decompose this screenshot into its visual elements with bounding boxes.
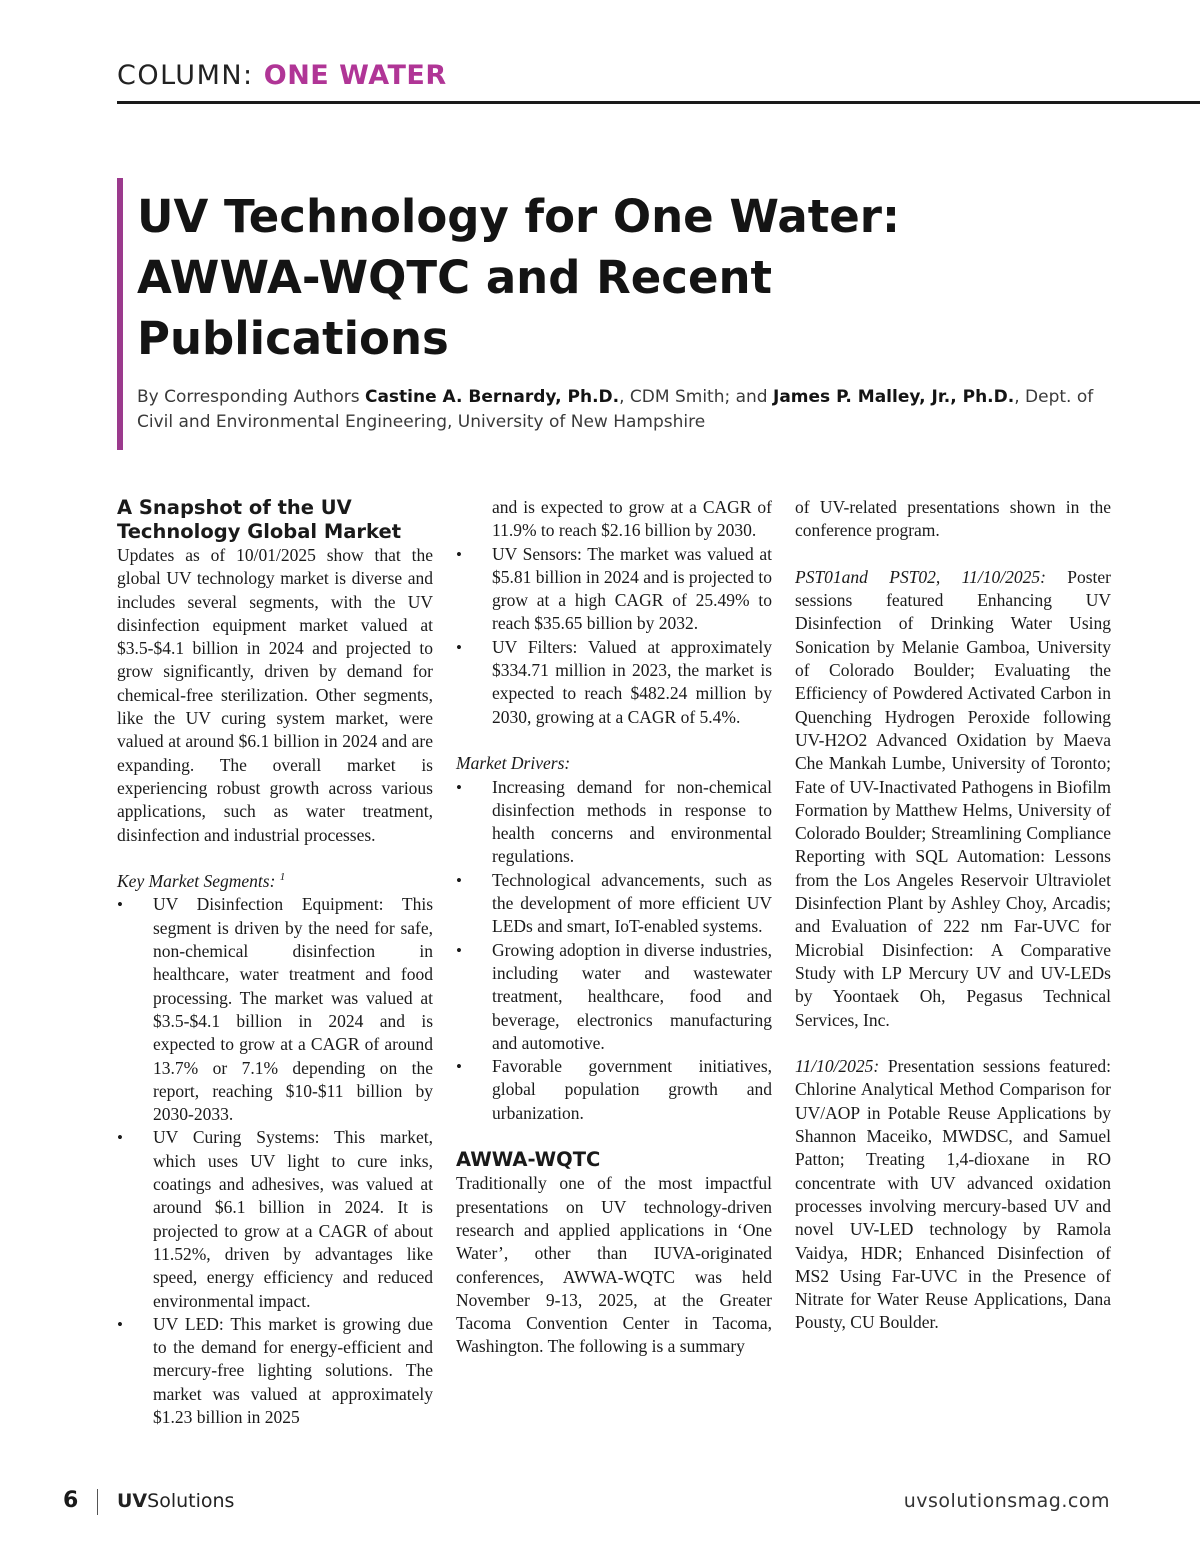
segments-label — [117, 870, 433, 893]
presentation-sessions-paragraph — [795, 1055, 1111, 1335]
footer-divider — [97, 1489, 98, 1515]
poster-sessions-label: PST01and PST02, 11/10/2025: — [795, 566, 1046, 587]
article-title — [137, 186, 1117, 369]
author-2-affiliation: , Dept. of Civil and Environmental Engineering, University of New Hampshire — [137, 387, 1094, 432]
continued-paragraph: of UV-related presentations shown in the conference program. — [795, 497, 1111, 541]
title-line: Publications — [137, 312, 449, 365]
section-heading-market: A Snapshot of the UV Technology Global Market — [117, 496, 402, 543]
author-1-affiliation: , CDM Smith; and — [619, 387, 773, 407]
poster-sessions-text: Poster sessions featured Enhancing UV Disinfection of Drinking Water Using Sonication by Melanie Gamboa, University of Colorado Boulder; Evaluating the Efficiency of Powdered Activated Carbon in Quenching Hydrogen Peroxide following UV-H2O2 Advanced Oxidation by Maeva Che Mankah Lumbe, University of Toronto; Fate of UV-Inactivated Pathogens in Biofilm Formation by Matthew Helms, University of Colorado Boulder; Streamlining Compliance Reporting with SQL Automation: Lessons from the Los Angeles Reservoir Ultraviolet Disinfection Plant by Ashley Choy, Arcadis; and Evaluation of 222 nm Far-UVC for Microbial Disinfection: A Comparative Study with LP Mercury UV and UV-LEDs by Yoontaek Oh, Pegasus Technical Services, Inc. — [795, 566, 1111, 1030]
awwa-paragraph: Traditionally one of the most impactful presentations on UV technology-driven research and applied applications in ‘One Water’, other than IUVA-originated conferences, AWWA-WQTC was held November 9-13, 2025, at the Greater Tacoma Convention Center in Tacoma, Washington. The following is a summary — [456, 1173, 772, 1357]
list-item: • UV Filters: Valued at approximately $334.71 million in 2023, the market is expected to reach $482.24 million by 2030, growing at a CAGR of 5.4%. — [456, 636, 772, 729]
title-accent-bar — [117, 178, 123, 450]
list-item: • UV LED: This market is growing due to the demand for energy-efficient and mercury-free lighting solutions. The market was valued at approximately $1.23 billion in 2025 — [117, 1313, 433, 1429]
byline-prefix: By Corresponding Authors — [137, 387, 365, 407]
title-line: AWWA-WQTC and Recent — [137, 251, 773, 304]
column-label-prefix: COLUMN: — [117, 60, 254, 91]
column-3 — [795, 496, 1111, 1335]
section-heading-awwa: AWWA-WQTC — [456, 1148, 601, 1172]
list-item: • UV Curing Systems: This market, which uses UV light to cure inks, coatings and adhesives, was valued at around $6.1 billion in 2024. It is projected to grow at a CAGR of about 11.52%, driven by advantages like speed, energy efficiency and reduced environmental impact. — [117, 1126, 433, 1312]
title-line: UV Technology for One Water: — [137, 190, 900, 243]
poster-sessions-paragraph — [795, 566, 1111, 1032]
segments-label-text: Key Market Segments: — [117, 871, 276, 892]
footer-url: uvsolutionsmag.com — [903, 1490, 1110, 1512]
presentation-sessions-text: Presentation sessions featured: Chlorine Analytical Method Comparison for UV/AOP in Potable Reuse Applications by Shannon Maceiko, MWDSC, and Samuel Patton; Treating 1,4-dioxane in RO concentrate with UV advanced oxidation processes involving mercury-based UV and novel UV-LED technology by Ramola Vaidya, HDR; Enhanced Disinfection of MS2 Using Far-UVC in the Presence of Nitrate for Water Reuse Applications, Dana Pousty, CU Boulder. — [795, 1056, 1111, 1333]
market-intro: Updates as of 10/01/2025 show that the global UV technology market is diverse and includes several segments, with the UV disinfection equipment market valued at $3.5-$4.1 billion in 2024 and projected to grow significantly, driven by demand for chemical-free sterilization. Other segments, like the UV curing system market, were valued at around $6.1 billion in 2024 and are expanding. The overall market is experiencing robust growth across various applications, such as water treatment, disinfection and industrial processes. — [117, 545, 433, 845]
footnote-ref: 1 — [279, 871, 286, 884]
list-item-continued: and is expected to grow at a CAGR of 11.9% to reach $2.16 billion by 2030. — [492, 497, 772, 541]
presentation-sessions-label: 11/10/2025: — [795, 1056, 880, 1077]
list-item: • Increasing demand for non-chemical disinfection methods in response to health concerns and environmental regulations. — [456, 776, 772, 869]
segments-list-continued — [456, 496, 772, 729]
brand-rest: Solutions — [147, 1490, 235, 1512]
column-name: ONE WATER — [263, 60, 447, 91]
brand-bold: UV — [117, 1490, 148, 1512]
list-item: • UV Sensors: The market was valued at $5.81 billion in 2024 and is projected to grow at a high CAGR of 25.49% to reach $35.65 billion by 2032. — [456, 543, 772, 636]
list-item: • Favorable government initiatives, global population growth and urbanization. — [456, 1055, 772, 1125]
list-item: • UV Disinfection Equipment: This segment is driven by the need for safe, non-chemical disinfection in healthcare, water treatment and food processing. The market was valued at $3.5-$4.1 billion in 2024 and is expected to grow at a CAGR of around 13.7% or 7.1% depending on the report, reaching $10-$11 billion by 2030-2033. — [117, 893, 433, 1126]
column-1 — [117, 496, 433, 1429]
author-1: Castine A. Bernardy, Ph.D. — [364, 387, 620, 407]
page-number: 6 — [63, 1488, 79, 1513]
author-2: James P. Malley, Jr., Ph.D. — [773, 387, 1015, 407]
footer-brand — [117, 1490, 234, 1512]
list-item: • Technological advancements, such as the development of more efficient UV LEDs and smart, IoT-enabled systems. — [456, 869, 772, 939]
drivers-label: Market Drivers: — [456, 753, 571, 774]
column-label — [117, 60, 447, 91]
drivers-list — [456, 776, 772, 1125]
column-2 — [456, 496, 772, 1359]
list-item: • Growing adoption in diverse industries, including water and wastewater treatment, healthcare, food and beverage, electronics manufacturing and automotive. — [456, 939, 772, 1055]
segments-list — [117, 893, 433, 1429]
byline — [137, 385, 1127, 435]
header-rule — [117, 101, 1200, 104]
